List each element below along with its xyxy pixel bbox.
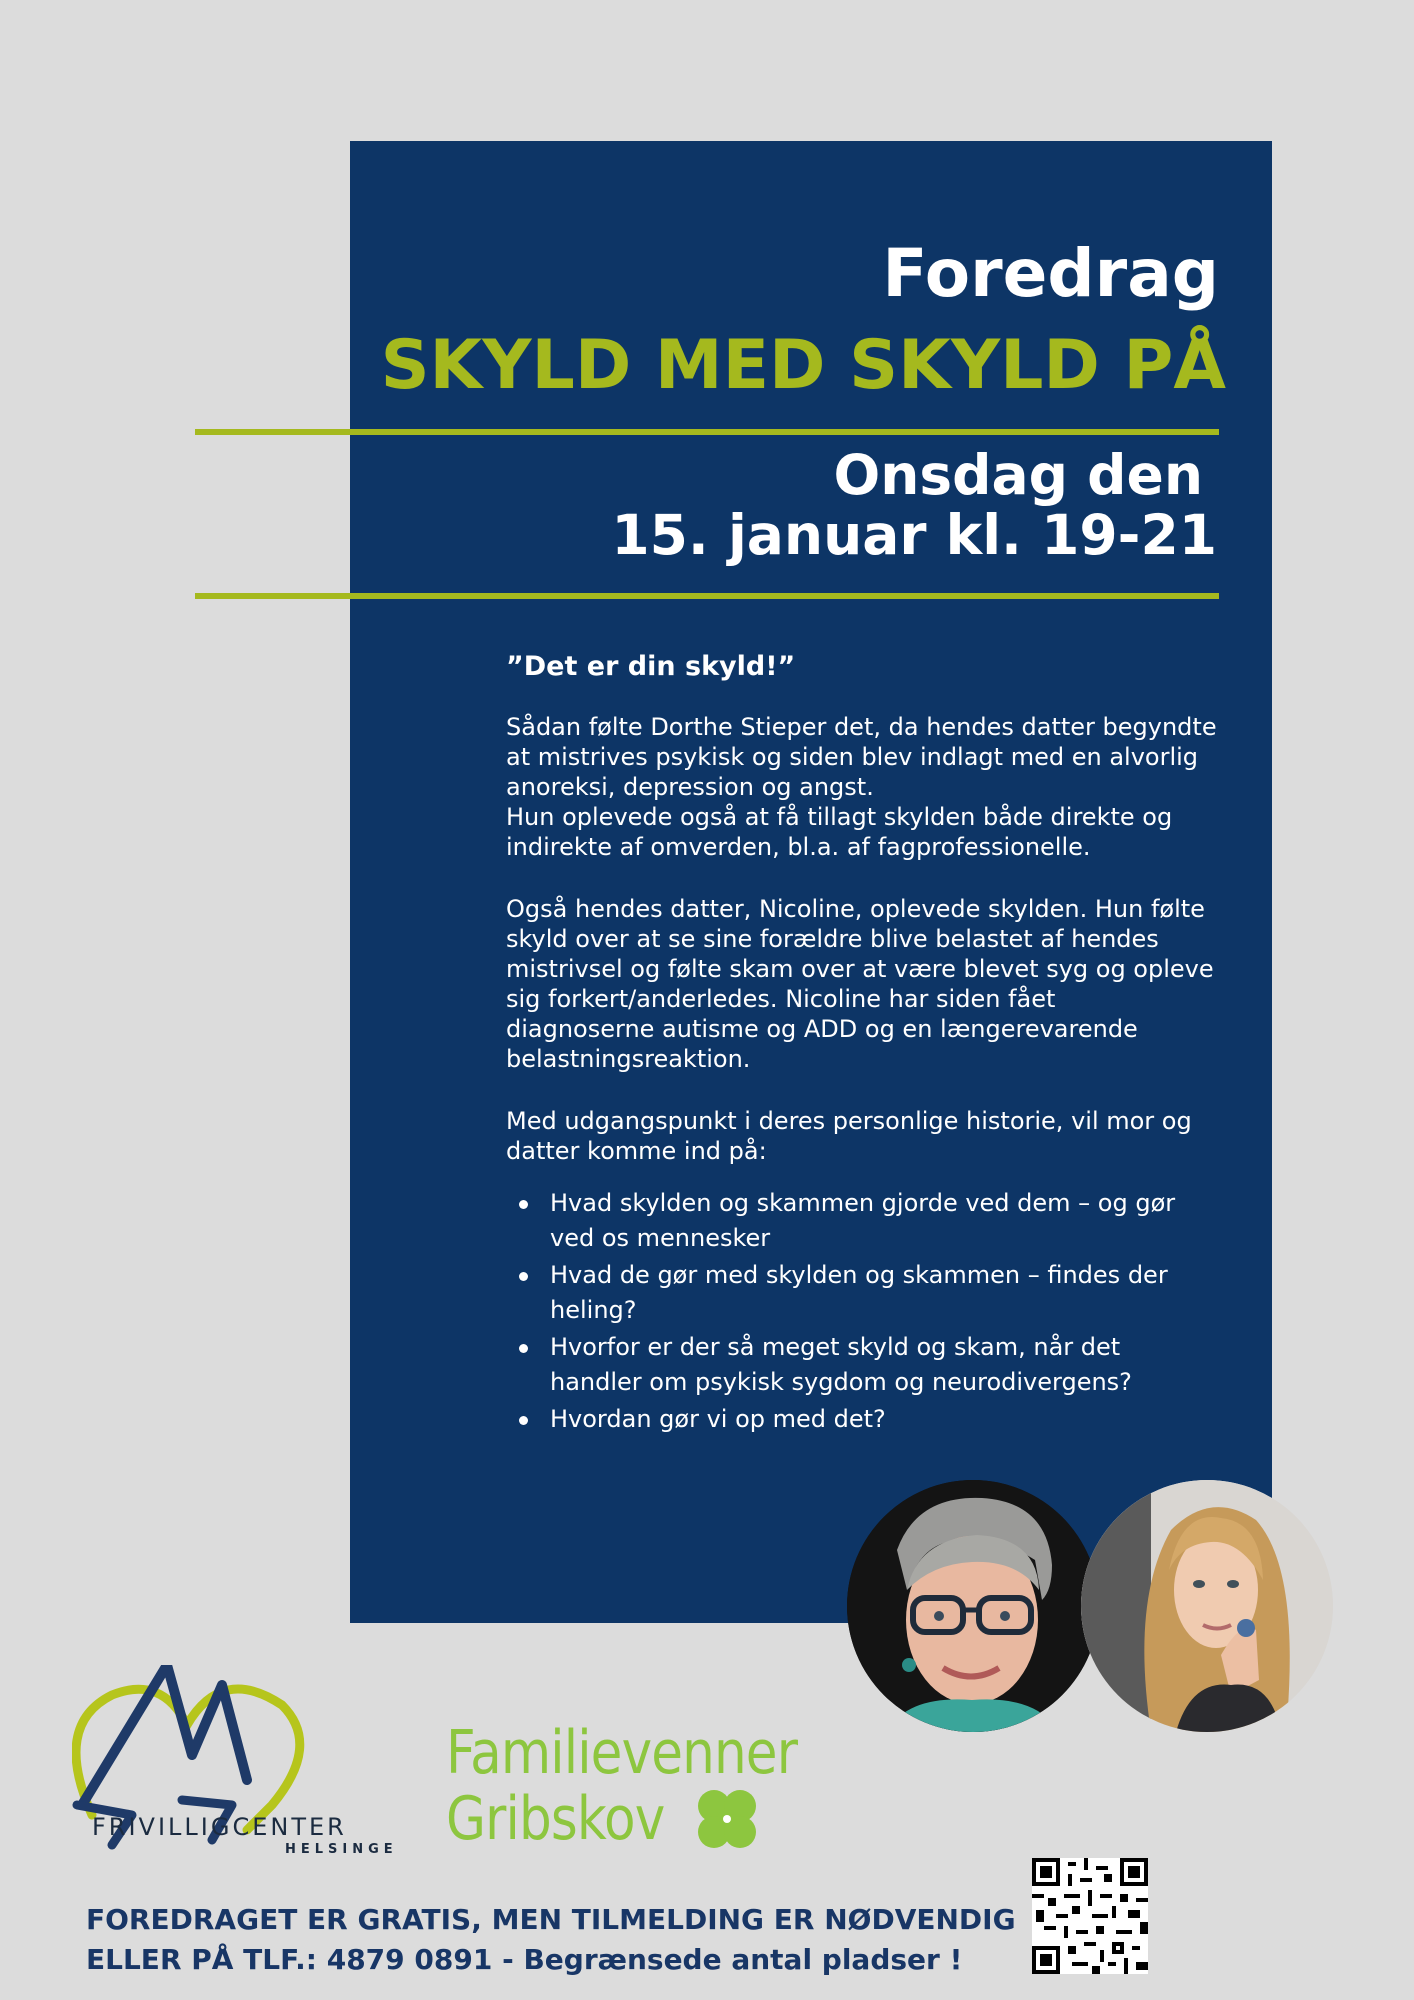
topic-line: Hvad de gør med skylden og skammen – findes der xyxy=(550,1261,1168,1289)
topic-line: heling? xyxy=(550,1296,637,1324)
paragraph-line: diagnoserne autisme og ADD og en længerevarende xyxy=(506,1015,1138,1043)
registration-note xyxy=(86,1900,1016,1980)
registration-line2: ELLER PÅ TLF.: 4879 0891 - Begrænsede antal pladser ! xyxy=(86,1943,963,1976)
topic-item xyxy=(550,1258,1246,1328)
event-title: SKYLD MED SKYLD PÅ xyxy=(380,326,1226,405)
topic-line: Hvad skylden og skammen gjorde ved dem – og gør xyxy=(550,1189,1176,1217)
topic-line: Hvordan gør vi op med det? xyxy=(550,1405,886,1433)
paragraph-line: Hun oplevede også at få tillagt skylden både direkte og xyxy=(506,803,1173,831)
paragraph-line: mistrivsel og følte skam over at være blevet syg og opleve xyxy=(506,955,1214,983)
clover-icon xyxy=(688,1780,766,1858)
divider-bottom xyxy=(195,593,1219,599)
paragraph-line: skyld over at se sine forældre blive belastet af hendes xyxy=(506,925,1159,953)
paragraph-line: indirekte af omverden, bl.a. af fagprofessionelle. xyxy=(506,833,1091,861)
topic-item xyxy=(550,1186,1246,1256)
divider-top xyxy=(195,429,1219,435)
topic-list xyxy=(506,1186,1246,1437)
speaker-photo-dorthe xyxy=(847,1480,1099,1732)
paragraph-line: sig forkert/anderledes. Nicoline har siden fået xyxy=(506,985,1056,1013)
topic-item xyxy=(550,1402,1246,1437)
paragraph-line: Også hendes datter, Nicoline, oplevede skylden. Hun følte xyxy=(506,895,1205,923)
event-date-line2: 15. januar kl. 19-21 xyxy=(611,503,1217,567)
event-description xyxy=(506,650,1246,1439)
paragraph-3 xyxy=(506,1106,1246,1166)
paragraph-line: Sådan følte Dorthe Stieper det, da hendes datter begyndte xyxy=(506,713,1217,741)
qr-code[interactable] xyxy=(1032,1858,1148,1974)
paragraph-2 xyxy=(506,894,1246,1074)
event-date xyxy=(611,445,1217,565)
familievenner-place: Gribskov xyxy=(446,1784,665,1854)
paragraph-line: anoreksi, depression og angst. xyxy=(506,773,874,801)
familievenner-name: Familievenner xyxy=(446,1718,798,1788)
event-kicker: Foredrag xyxy=(882,235,1219,312)
paragraph-line: Med udgangspunkt i deres personlige historie, vil mor og xyxy=(506,1107,1192,1135)
paragraph-1 xyxy=(506,712,1246,862)
paragraph-line: belastningsreaktion. xyxy=(506,1045,751,1073)
quote-heading: ”Det er din skyld!” xyxy=(506,651,796,682)
topic-line: ved os mennesker xyxy=(550,1224,771,1252)
topic-line: Hvorfor er der så meget skyld og skam, når det xyxy=(550,1333,1121,1361)
frivilligcenter-sub: HELSINGE xyxy=(285,1842,398,1857)
speaker-photo-nicoline xyxy=(1081,1480,1333,1732)
topic-line: handler om psykisk sygdom og neurodivergens? xyxy=(550,1368,1132,1396)
paragraph-line: datter komme ind på: xyxy=(506,1137,767,1165)
event-date-line1: Onsdag den xyxy=(833,443,1203,507)
frivilligcenter-name: FRIVILLIGCENTER xyxy=(92,1813,347,1841)
paragraph-line: at mistrives psykisk og siden blev indlagt med en alvorlig xyxy=(506,743,1199,771)
topic-item xyxy=(550,1330,1246,1400)
registration-line1: FOREDRAGET ER GRATIS, MEN TILMELDING ER NØDVENDIG xyxy=(86,1903,1016,1936)
